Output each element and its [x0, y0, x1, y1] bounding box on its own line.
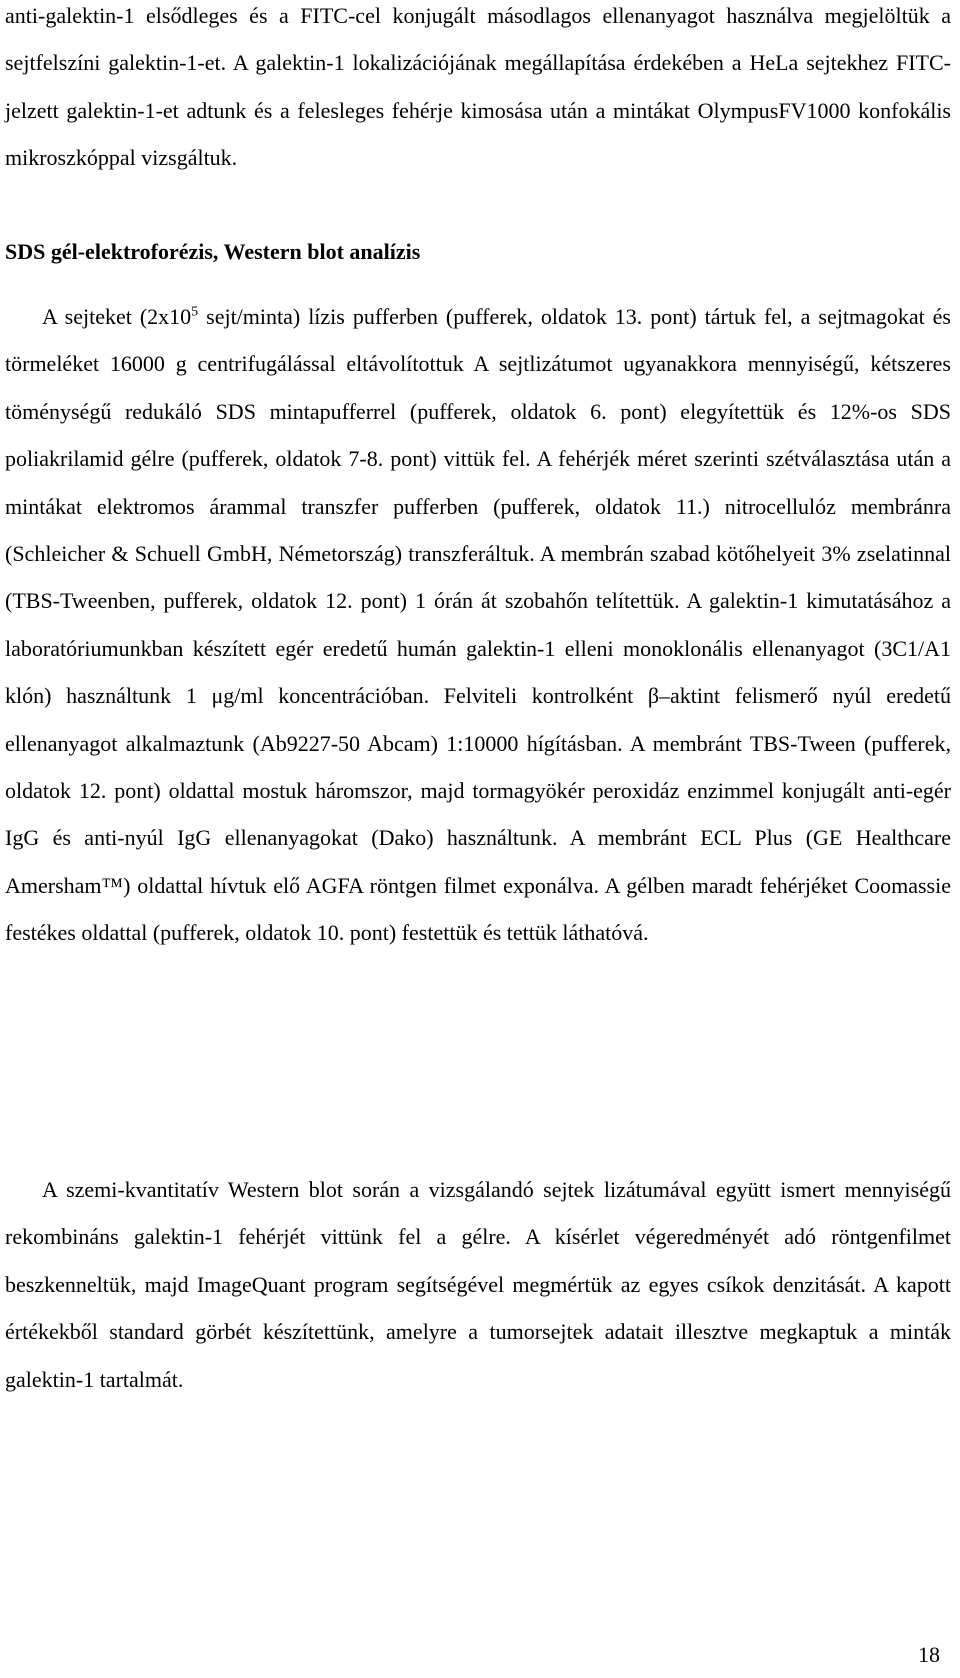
paragraph-text-rest: sejt/minta) lízis pufferben (pufferek, oldatok 13. pont) tártuk fel, a sejtmagokat és törmeléket 16000 g centrifugálással eltávolítottuk A sejtlizátumot ugyanakkora mennyiségű, kétszeres töménységű redukáló SDS mintapufferrel (pufferek, oldatok 6. pont) elegyítettük és 12%-os SDS poliakrilamid gélre (pufferek, oldatok 7-8. pont) vittük fel. A fehérjék méret szerinti szétválasztása után a mintákat elektromos árammal transzfer pufferben (pufferek, oldatok 11.) nitrocellulóz membránra (Schleicher & Schuell GmbH, Németország) transzferáltuk. A membrán szabad kötőhelyeit 3% zselatinnal (TBS-Tweenben, pufferek, oldatok 12. pont) 1 órán át szobahőn telítettük. A galektin-1 kimutatásához a laboratóriumunkban készített egér eredetű humán galektin-1 elleni monoklonális ellenanyagot (3C1/A1 klón) használtunk 1 μg/ml koncentrációban. Felviteli kontrolként β–aktint felismerő nyúl eredetű ellenanyagot alkalmaztunk (Ab9227-50 Abcam) 1:10000 hígításban. A membránt TBS-Tween (pufferek, oldatok 12. pont) oldattal mostuk háromszor, majd tormagyökér peroxidáz enzimmel konjugált anti-egér IgG és anti-nyúl IgG ellenanyagokat (Dako) használtunk. A membránt ECL Plus (GE Healthcare Amersham™) oldattal hívtuk elő AGFA röntgen filmet exponálva. A gélben maradt fehérjéket Coomassie festékes oldattal (pufferek, oldatok 10. pont) festettük és tettük láthatóvá. — [5, 304, 951, 946]
paragraph-semi-quantitative: A szemi-kvantitatív Western blot során a vizsgálandó sejtek lizátumával együtt ismert mennyiségű rekombináns galektin-1 fehérjét vittünk fel a gélre. A kísérlet végeredményét adó röntgenfilmet beszkenneltük, majd ImageQuant program segítségével megmértük az egyes csíkok denzitását. A kapott értékekből standard görbét készítettünk, amelyre a tumorsejtek adatait illesztve megkaptuk a minták galektin-1 tartalmát. — [5, 1177, 951, 1392]
paragraph-fitc-labeling: anti-galektin-1 elsődleges és a FITC-cel konjugált másodlagos ellenanyagot használva megjelöltük a sejtfelszíni galektin-1-et. A galektin-1 lokalizációjának megállapítása érdekében a HeLa sejtekhez FITC-jelzett galektin-1-et adtunk és a felesleges fehérje kimosása után a mintákat OlympusFV1000 konfokális mikroszkóppal vizsgáltuk. — [5, 3, 951, 171]
page-number: 18 — [918, 1642, 940, 1667]
paragraph-western-blot-method — [5, 293, 951, 957]
section-heading-sds-western: SDS gél-elektroforézis, Western blot analízis — [5, 239, 421, 264]
paragraph-text-start: A sejteket (2x10 — [42, 304, 192, 329]
superscript-exponent: 5 — [191, 304, 199, 320]
